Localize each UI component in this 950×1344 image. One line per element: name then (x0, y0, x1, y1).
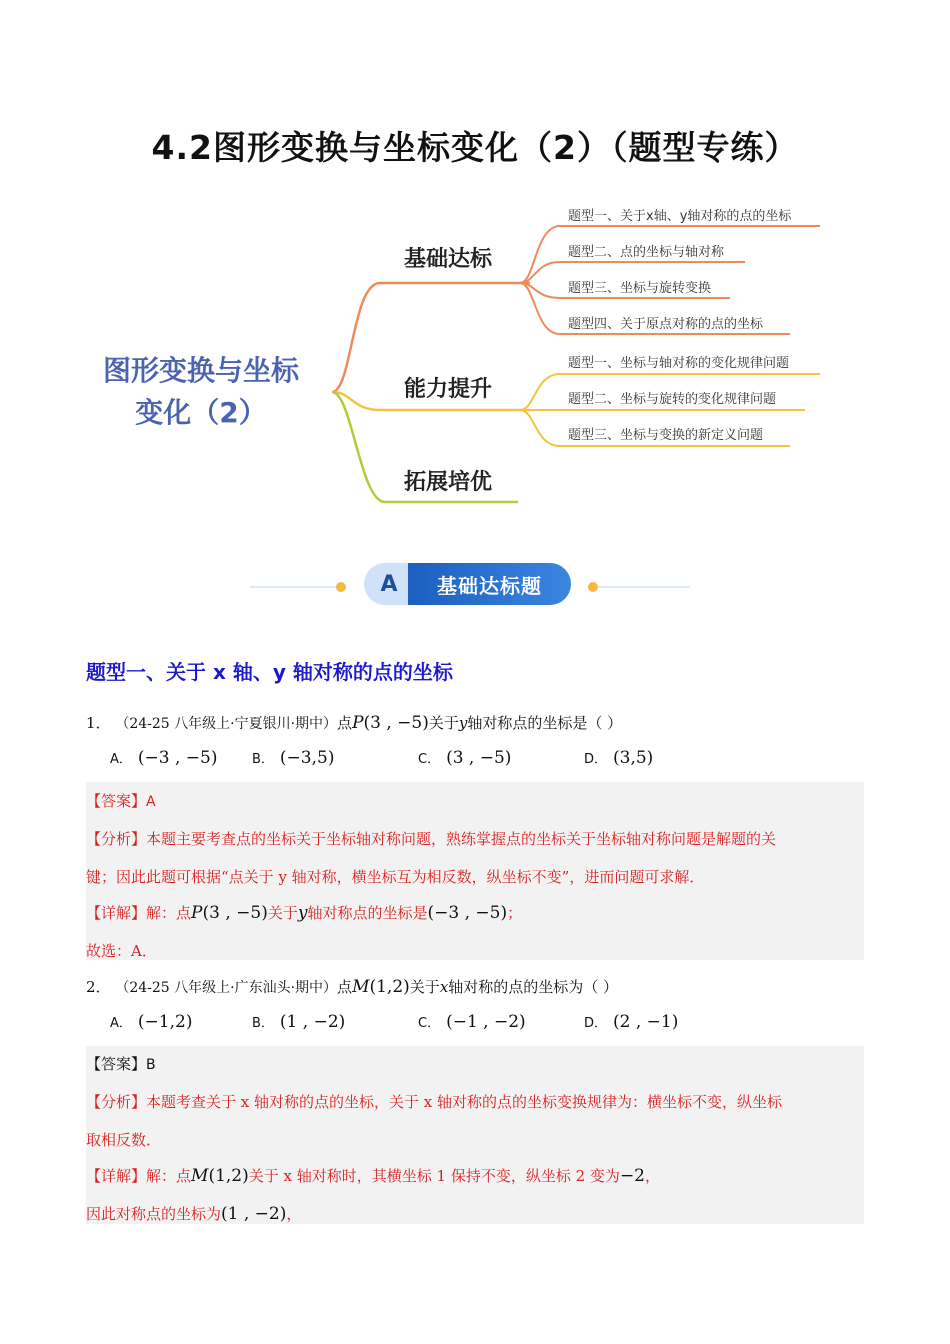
banner-label: 基础达标题 (408, 563, 571, 605)
stem-text: 轴对称的点的坐标为（ ） (448, 978, 619, 996)
result-value: −2 (619, 1166, 645, 1186)
detail-text: 解：点 (146, 904, 192, 922)
answer-line (86, 790, 156, 811)
answer-value: B (146, 1057, 156, 1073)
question-number: 1． (86, 714, 111, 732)
option-value: (−3 , −5) (137, 748, 218, 768)
question-1 (86, 712, 622, 733)
point-coord: (1,2) (208, 1166, 249, 1186)
stem-text: 关于 (428, 714, 459, 732)
stem-text: 点 (337, 714, 353, 732)
banner-letter: A (364, 563, 414, 605)
option-label: D． (584, 752, 608, 767)
option-value: (−3,5) (279, 748, 335, 768)
detail-text: 因此对称点的坐标为 (86, 1205, 222, 1223)
point-coord: (1,2) (369, 977, 410, 997)
analysis-line: 取相反数． (86, 1131, 162, 1149)
mindmap-center-line2: 变化（2） (135, 396, 267, 429)
option-label: A． (110, 752, 132, 767)
answer-box-2 (86, 1046, 864, 1224)
page-title: 4.2图形变换与坐标变化（2）（题型专练） (151, 128, 799, 167)
option-label: B． (252, 1016, 274, 1031)
analysis-tag: 【分析】 (86, 830, 147, 848)
mindmap-leaf: 题型二、点的坐标与轴对称 (568, 245, 725, 260)
mindmap-leaf: 题型二、坐标与旋转的变化规律问题 (568, 392, 777, 407)
result-coord: (−3 , −5) (427, 903, 508, 923)
option-value: (3,5) (613, 748, 654, 768)
option-label: C． (418, 752, 441, 767)
option-value: (−1,2) (137, 1012, 193, 1032)
option-a[interactable] (110, 1012, 192, 1032)
stem-text: 关于 (409, 978, 440, 996)
question-2 (86, 976, 618, 997)
option-label: B． (252, 752, 274, 767)
detail-text: ， (645, 1167, 661, 1185)
analysis-tag: 【分析】 (86, 1093, 147, 1111)
mindmap-leaf: 题型四、关于原点对称的点的坐标 (568, 317, 764, 332)
point-name: M (352, 977, 370, 997)
mindmap-leaf: 题型一、坐标与轴对称的变化规律问题 (568, 356, 790, 371)
option-value: (−1 , −2) (446, 1012, 526, 1032)
analysis-line (86, 1091, 782, 1112)
detail-tag: 【详解】 (86, 1167, 147, 1185)
answer-tag: 【答案】 (86, 792, 147, 810)
answer-value: A (146, 794, 156, 810)
question-source: （24-25 八年级上·宁夏银川·期中） (115, 716, 338, 732)
detail-text: 关于 (267, 904, 298, 922)
analysis-text: 本题主要考查点的坐标关于坐标轴对称问题，熟练掌握点的坐标关于坐标轴对称问题是解题的关 (146, 830, 777, 848)
option-d[interactable] (584, 1012, 678, 1032)
point-name: P (352, 713, 364, 733)
mindmap-leaf: 题型三、坐标与旋转变换 (568, 281, 712, 296)
detail-text: 关于 x 轴对称时，其横坐标 1 保持不变，纵坐标 2 变为 (248, 1167, 620, 1185)
answer-line (86, 1053, 156, 1074)
option-label: A． (110, 1016, 132, 1031)
detail-text: 解：点 (146, 1167, 192, 1185)
detail-text: 轴对称点的坐标是 (307, 904, 428, 922)
axis-name: y (458, 714, 468, 732)
option-value: (3 , −5) (446, 748, 512, 768)
mindmap-center (78, 350, 324, 434)
option-c[interactable] (418, 1012, 526, 1032)
section-heading: 题型一、关于 x 轴、y 轴对称的点的坐标 (86, 660, 453, 684)
choose-line: 故选：A． (86, 942, 157, 960)
answer-tag: 【答案】 (86, 1055, 147, 1073)
mindmap-branch-basic: 基础达标 (404, 247, 493, 272)
mindmap-leaf: 题型三、坐标与变换的新定义问题 (568, 428, 764, 443)
result-coord: (1 , −2) (221, 1204, 287, 1224)
option-label: D． (584, 1016, 608, 1031)
detail-line (86, 902, 522, 923)
axis-name: x (439, 978, 449, 996)
axis-name: y (297, 903, 308, 923)
question-number: 2． (86, 978, 111, 996)
option-b[interactable] (252, 1012, 345, 1032)
mindmap-leaf: 题型一、关于x轴、y轴对称的点的坐标 (568, 209, 792, 224)
stem-text: 点 (337, 978, 353, 996)
option-c[interactable] (418, 748, 511, 768)
point-name: P (191, 903, 203, 923)
analysis-line (86, 828, 776, 849)
option-value: (1 , −2) (279, 1012, 346, 1032)
detail-line (86, 1203, 301, 1224)
point-coord: (3 , −5) (363, 713, 429, 733)
analysis-text: 本题考查关于 x 轴对称的点的坐标，关于 x 轴对称的点的坐标变换规律为：横坐标不变，纵坐标 (146, 1093, 783, 1111)
detail-tag: 【详解】 (86, 904, 147, 922)
option-d[interactable] (584, 748, 653, 768)
detail-line (86, 1165, 660, 1186)
mindmap-center-line1: 图形变换与坐标 (102, 354, 299, 387)
stem-text: 轴对称点的坐标是（ ） (467, 714, 623, 732)
option-value: (2 , −1) (613, 1012, 679, 1032)
mindmap-branch-advance: 能力提升 (404, 377, 493, 402)
point-coord: (3 , −5) (202, 903, 268, 923)
mindmap-branch-extend: 拓展培优 (404, 470, 493, 495)
option-b[interactable] (252, 748, 334, 768)
detail-text: ； (507, 904, 523, 922)
detail-text: ， (286, 1205, 302, 1223)
point-name: M (191, 1166, 209, 1186)
question-source: （24-25 八年级上·广东汕头·期中） (115, 980, 338, 996)
analysis-line: 键；因此此题可根据“点关于 y 轴对称，横坐标互为相反数，纵坐标不变”，进而问题可求解． (86, 868, 705, 886)
option-a[interactable] (110, 748, 218, 768)
option-label: C． (418, 1016, 441, 1031)
